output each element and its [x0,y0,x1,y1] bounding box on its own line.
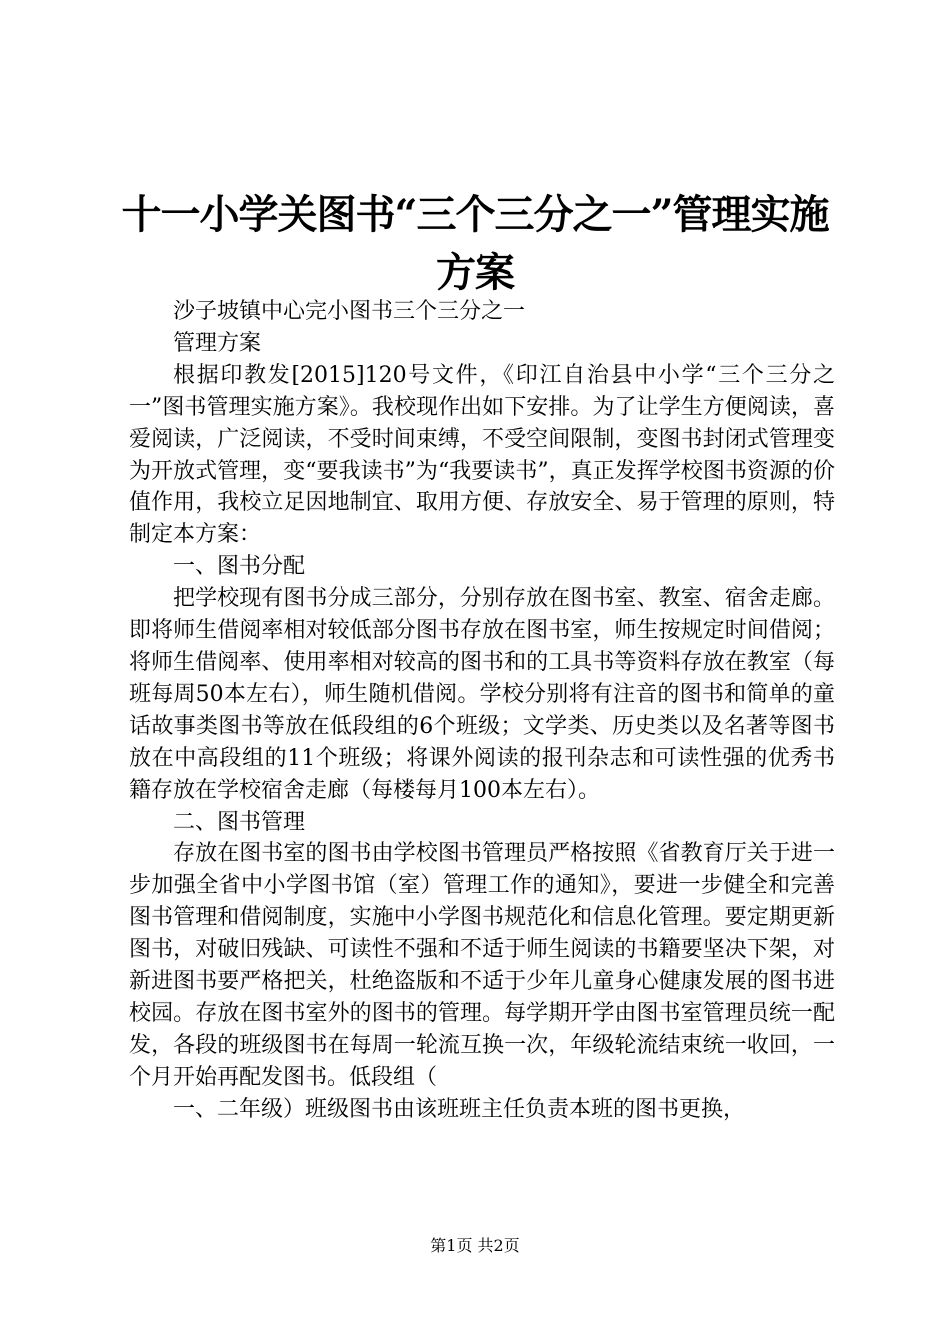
section-heading-allocation: 一、图书分配 [173,554,306,580]
document-title: 十一小学关图书“三个三分之一”管理实施方案 [121,191,829,296]
continuation-paragraph: 一、二年级）班级图书由该班班主任负责本班的图书更换， [173,1096,746,1122]
page-number-footer: 第1页 共2页 [430,1236,520,1255]
document-body [129,296,835,1126]
section-heading-management: 二、图书管理 [173,809,306,835]
subtitle-line-2: 管理方案 [173,330,262,356]
allocation-paragraph: 把学校现有图书分成三部分，分别存放在图书室、教室、宿舍走廊。即将师生借阅率相对较低部分图书存放在图书室，师生按规定时间借阅；将师生借阅率、使用率相对较高的图书和的工具书等资料存放在教室（每班每周50本左右），师生随机借阅。学校分别将有注音的图书和简单的童话故事类图书等放在低段组的6个班级；文学类、历史类以及名著等图书放在中高段组的11个班级；将课外阅读的报刊杂志和可读性强的优秀书籍存放在学校宿舍走廊（每楼每月100本左右）。 [129,586,835,803]
intro-paragraph: 根据印教发[2015]120号文件，《印江自治县中小学“三个三分之一”图书管理实施方案》。我校现作出如下安排。为了让学生方便阅读，喜爱阅读，广泛阅读，不受时间束缚，不受空间限制，变图书封闭式管理变为开放式管理，变“要我读书”为“我要读书”，真正发挥学校图书资源的价值作用，我校立足因地制宜、取用方便、存放安全、易于管理的原则，特制定本方案： [129,362,835,548]
subtitle-line-1: 沙子坡镇中心完小图书三个三分之一 [173,299,526,324]
management-paragraph: 存放在图书室的图书由学校图书管理员严格按照《省教育厅关于进一步加强全省中小学图书馆（室）管理工作的通知》，要进一步健全和完善图书管理和借阅制度，实施中小学图书规范化和信息化管理。要定期更新图书，对破旧残缺、可读性不强和不适于师生阅读的书籍要坚决下架，对新进图书要严格把关，杜绝盗版和不适于少年儿童身心健康发展的图书进校园。存放在图书室外的图书的管理。每学期开学由图书室管理员统一配发，各段的班级图书在每周一轮流互换一次，年级轮流结束统一收回，一个月开始再配发图书。低段组（ [129,841,835,1090]
